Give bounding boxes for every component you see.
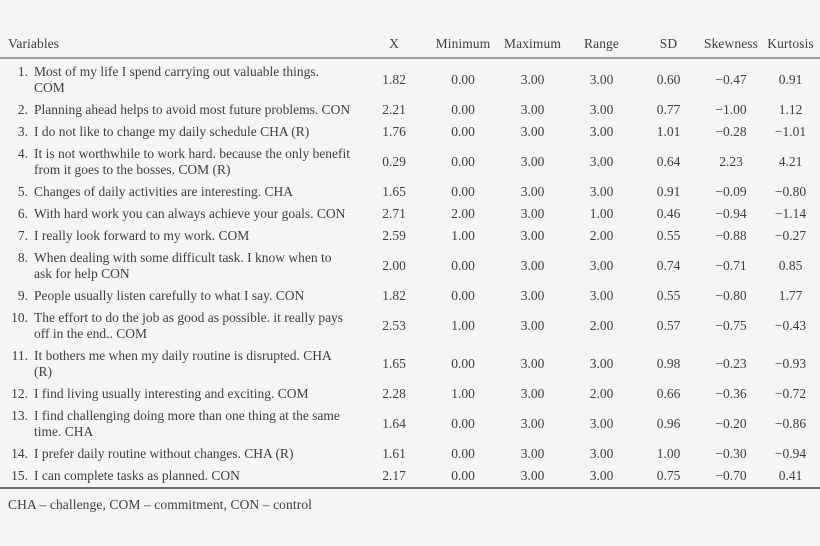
value-cell: 0.00 (451, 416, 475, 431)
value-cell: 3.00 (520, 356, 545, 371)
variable-text: With hard work you can always achieve your goals. CON (34, 206, 346, 221)
value-cell: 3.00 (520, 184, 545, 199)
variable-number: 6. (17, 206, 28, 221)
value-cell: 0.77 (656, 102, 681, 117)
value-cell: 1.65 (382, 184, 406, 199)
variable-cell (0, 58, 360, 99)
table-row (0, 307, 820, 345)
value-cell: 0.55 (656, 228, 681, 243)
value-cell: 3.00 (520, 386, 545, 401)
value-cell: 2.71 (382, 206, 406, 221)
value-cell: 1.00 (451, 386, 475, 401)
value-cell: 3.00 (520, 468, 545, 483)
variable-cell (0, 405, 360, 443)
value-cell: 3.00 (520, 102, 545, 117)
table-row (0, 383, 820, 405)
value-cell: 0.00 (451, 468, 475, 483)
table-row (0, 285, 820, 307)
variable-text: I find challenging doing more than one thing at the same time. CHA (34, 408, 340, 439)
variable-cell (0, 143, 360, 181)
value-cell: 3.00 (589, 416, 614, 431)
value-cell: 0.00 (451, 446, 475, 461)
value-cell: −0.30 (715, 446, 747, 461)
value-cell: 0.57 (656, 318, 681, 333)
value-cell: −0.86 (774, 416, 807, 431)
variable-text: It is not worthwhile to work hard. because the only benefit from it goes to the bosses. COM (R) (34, 146, 351, 177)
column-header-range: Range (567, 36, 636, 58)
value-cell: 2.28 (382, 386, 406, 401)
value-cell: 1.00 (589, 206, 614, 221)
variable-cell (0, 99, 360, 121)
value-cell: 0.00 (451, 124, 475, 139)
value-cell: −1.01 (774, 124, 807, 139)
variable-text: The effort to do the job as good as possible. it really pays off in the end.. COM (34, 310, 344, 341)
variable-text: Changes of daily activities are interesting. CHA (34, 184, 294, 199)
variable-number: 3. (17, 124, 28, 139)
value-cell: 2.17 (382, 468, 406, 483)
value-cell: −1.00 (715, 102, 747, 117)
value-cell: 0.91 (778, 72, 803, 87)
value-cell: 0.29 (382, 154, 406, 169)
value-cell: 3.00 (589, 184, 614, 199)
value-cell: 3.00 (589, 258, 614, 273)
value-cell: −0.36 (715, 386, 747, 401)
variable-cell (0, 307, 360, 345)
column-header-sd: SD (636, 36, 701, 58)
value-cell: 3.00 (589, 446, 614, 461)
value-cell: 0.00 (451, 258, 475, 273)
value-cell: 0.74 (656, 258, 681, 273)
value-cell: 2.00 (382, 258, 406, 273)
variable-text: Most of my life I spend carrying out valuable things. COM (34, 64, 319, 95)
value-cell: −0.43 (774, 318, 807, 333)
variable-cell (0, 465, 360, 488)
column-header-kurtosis: Kurtosis (761, 36, 820, 58)
value-cell: 1.65 (382, 356, 406, 371)
value-cell: 3.00 (589, 124, 614, 139)
table-row (0, 247, 820, 285)
value-cell: 2.23 (719, 154, 743, 169)
table-row (0, 143, 820, 181)
table-row (0, 443, 820, 465)
table-row (0, 405, 820, 443)
value-cell: 2.00 (589, 228, 614, 243)
value-cell: 0.91 (656, 184, 681, 199)
value-cell: 0.60 (656, 72, 681, 87)
value-cell: 0.00 (451, 72, 475, 87)
value-cell: 2.59 (382, 228, 406, 243)
value-cell: 3.00 (589, 356, 614, 371)
value-cell: 2.00 (451, 206, 475, 221)
variable-cell (0, 121, 360, 143)
value-cell: 3.00 (520, 206, 545, 221)
value-cell: 0.75 (656, 468, 681, 483)
value-cell: 2.21 (382, 102, 406, 117)
value-cell: 0.64 (656, 154, 681, 169)
value-cell: 0.00 (451, 288, 475, 303)
value-cell: 3.00 (520, 72, 545, 87)
value-cell: 0.00 (451, 356, 475, 371)
variable-cell (0, 247, 360, 285)
variable-text: I find living usually interesting and exciting. COM (34, 386, 309, 401)
value-cell: 0.00 (451, 102, 475, 117)
value-cell: 1.12 (778, 102, 803, 117)
variable-text: I can complete tasks as planned. CON (34, 468, 240, 483)
variable-cell (0, 203, 360, 225)
value-cell: 0.41 (778, 468, 803, 483)
value-cell: 1.01 (656, 124, 681, 139)
variable-cell (0, 443, 360, 465)
value-cell: −0.47 (715, 72, 747, 87)
value-cell: 0.00 (451, 184, 475, 199)
value-cell: 3.00 (589, 72, 614, 87)
variable-text: I really look forward to my work. COM (34, 228, 250, 243)
variable-number: 15. (11, 468, 28, 483)
variable-number: 7. (17, 228, 28, 243)
variable-cell (0, 181, 360, 203)
value-cell: −0.20 (715, 416, 747, 431)
value-cell: 1.61 (382, 446, 406, 461)
table-row (0, 225, 820, 247)
value-cell: 3.00 (520, 416, 545, 431)
variable-number: 11. (11, 348, 28, 363)
value-cell: 1.82 (382, 288, 406, 303)
variable-cell (0, 345, 360, 383)
header-row (0, 36, 820, 58)
variable-number: 13. (11, 408, 28, 423)
value-cell: −0.75 (715, 318, 747, 333)
value-cell: 3.00 (520, 228, 545, 243)
value-cell: −0.70 (715, 468, 747, 483)
table-row (0, 203, 820, 225)
table-row (0, 99, 820, 121)
table-row (0, 345, 820, 383)
value-cell: −0.80 (715, 288, 747, 303)
value-cell: −0.09 (715, 184, 747, 199)
variable-text: When dealing with some difficult task. I know when to ask for help CON (34, 250, 332, 281)
value-cell: 3.00 (589, 468, 614, 483)
value-cell: 1.64 (382, 416, 406, 431)
table-row (0, 465, 820, 488)
variable-text: It bothers me when my daily routine is disrupted. CHA (R) (34, 348, 331, 379)
value-cell: −0.23 (715, 356, 747, 371)
variable-cell (0, 383, 360, 405)
value-cell: 4.21 (778, 154, 803, 169)
variable-number: 14. (11, 446, 28, 461)
descriptive-statistics-table (0, 36, 820, 489)
column-header-x: X (360, 36, 428, 58)
column-header-skewness: Skewness (701, 36, 761, 58)
value-cell: 1.00 (656, 446, 681, 461)
value-cell: 2.53 (382, 318, 406, 333)
variable-number: 12. (11, 386, 28, 401)
variable-number: 4. (17, 146, 28, 161)
value-cell: −0.28 (715, 124, 747, 139)
value-cell: 3.00 (520, 288, 545, 303)
value-cell: 3.00 (520, 124, 545, 139)
variable-number: 8. (17, 250, 28, 265)
value-cell: 0.00 (451, 154, 475, 169)
value-cell: 3.00 (520, 318, 545, 333)
table-row (0, 121, 820, 143)
column-header-variables: Variables (0, 36, 360, 58)
variable-text: Planning ahead helps to avoid most future problems. CON (34, 102, 351, 117)
value-cell: 3.00 (520, 154, 545, 169)
value-cell: −0.72 (774, 386, 807, 401)
value-cell: 2.00 (589, 318, 614, 333)
value-cell: −1.14 (774, 206, 807, 221)
value-cell: 0.85 (778, 258, 803, 273)
value-cell: −0.80 (774, 184, 807, 199)
variable-number: 10. (11, 310, 28, 325)
value-cell: 1.00 (451, 228, 475, 243)
value-cell: 0.46 (656, 206, 681, 221)
value-cell: −0.71 (715, 258, 747, 273)
variable-cell (0, 285, 360, 307)
value-cell: 3.00 (589, 288, 614, 303)
variable-text: I prefer daily routine without changes. CHA (R) (34, 446, 294, 461)
value-cell: 3.00 (589, 102, 614, 117)
value-cell: 3.00 (520, 446, 545, 461)
value-cell: 0.55 (656, 288, 681, 303)
value-cell: −0.88 (715, 228, 747, 243)
table-footnote: CHA – challenge, COM – commitment, CON – control (8, 497, 313, 512)
value-cell: 1.76 (382, 124, 406, 139)
variable-number: 2. (17, 102, 28, 117)
value-cell: 0.66 (656, 386, 681, 401)
table-row (0, 58, 820, 99)
value-cell: −0.94 (774, 446, 807, 461)
value-cell: 0.98 (656, 356, 681, 371)
value-cell: −0.27 (774, 228, 807, 243)
variable-number: 1. (17, 64, 28, 79)
value-cell: 3.00 (589, 154, 614, 169)
variable-number: 9. (17, 288, 28, 303)
value-cell: −0.94 (715, 206, 747, 221)
value-cell: 1.77 (778, 288, 803, 303)
table-row (0, 181, 820, 203)
value-cell: 2.00 (589, 386, 614, 401)
value-cell: −0.93 (774, 356, 807, 371)
variable-number: 5. (17, 184, 28, 199)
variable-text: People usually listen carefully to what I say. CON (34, 288, 305, 303)
variable-cell (0, 225, 360, 247)
column-header-minimum: Minimum (428, 36, 498, 58)
value-cell: 3.00 (520, 258, 545, 273)
value-cell: 1.00 (451, 318, 475, 333)
value-cell: 0.96 (656, 416, 681, 431)
variable-text: I do not like to change my daily schedule CHA (R) (34, 124, 310, 139)
column-header-maximum: Maximum (498, 36, 567, 58)
value-cell: 1.82 (382, 72, 406, 87)
